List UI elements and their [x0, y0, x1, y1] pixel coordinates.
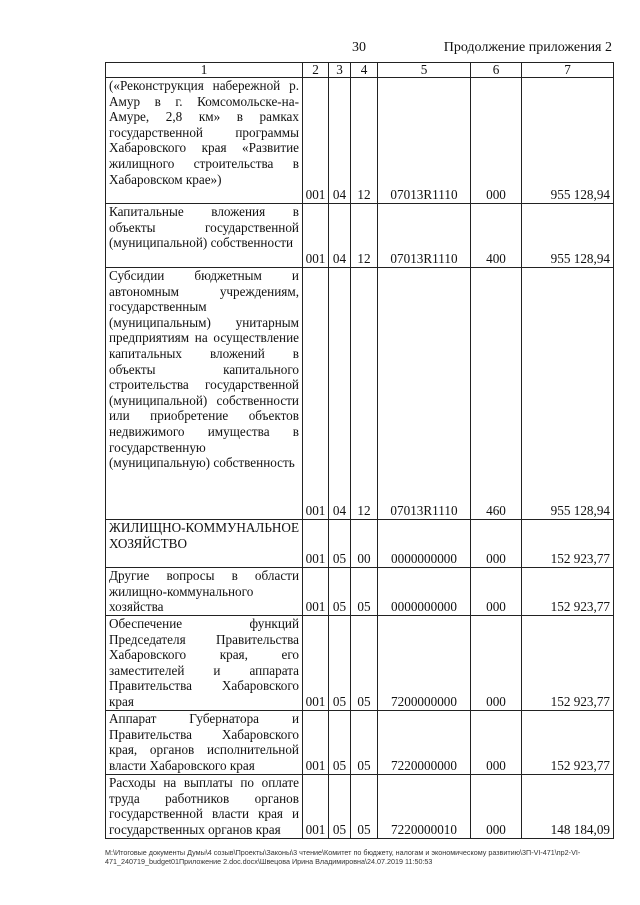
table-row — [106, 568, 614, 616]
budget-table — [105, 62, 614, 839]
expense-type-code: 000 — [471, 568, 522, 616]
ministry-code: 001 — [303, 568, 329, 616]
target-article-code: 0000000000 — [378, 568, 471, 616]
column-number: 6 — [471, 63, 522, 78]
column-number: 7 — [522, 63, 614, 78]
table-row — [106, 520, 614, 568]
column-number: 2 — [303, 63, 329, 78]
subsection-code: 05 — [351, 775, 378, 839]
column-number-row — [106, 63, 614, 78]
amount: 152 923,77 — [522, 568, 614, 616]
target-article-code: 07013R1110 — [378, 78, 471, 204]
subsection-code: 05 — [351, 568, 378, 616]
file-path-footer: М:\Итоговые документы Думы\4 созыв\Проекты\Законы\3 чтение\Комитет по бюджету, налогам и экономическому развитию\3П-VI-471\пр2-VI-471_240719_budget01Приложение 2.doc.docx\Швецова Ирина Владимировна\24.07.2019 11:50:53 — [105, 848, 581, 866]
page-header — [0, 40, 640, 60]
subsection-code: 05 — [351, 711, 378, 775]
expense-name: Расходы на выплаты по оплате труда работников органов государственной власти края и государственных органов края — [106, 775, 303, 839]
target-article-code: 07013R1110 — [378, 268, 471, 520]
expense-name: Другие вопросы в области жилищно-коммунального хозяйства — [106, 568, 303, 616]
continuation-label: Продолжение приложения 2 — [443, 40, 612, 55]
table-row — [106, 711, 614, 775]
expense-name: Капитальные вложения в объекты государственной (муниципальной) собственности — [106, 204, 303, 268]
target-article-code: 7220000010 — [378, 775, 471, 839]
subsection-code: 12 — [351, 78, 378, 204]
expense-type-code: 000 — [471, 616, 522, 711]
subsection-code: 12 — [351, 268, 378, 520]
section-code: 05 — [329, 520, 351, 568]
expense-type-code: 000 — [471, 711, 522, 775]
expense-type-code: 000 — [471, 775, 522, 839]
ministry-code: 001 — [303, 204, 329, 268]
column-number: 1 — [106, 63, 303, 78]
ministry-code: 001 — [303, 711, 329, 775]
ministry-code: 001 — [303, 268, 329, 520]
table-row — [106, 204, 614, 268]
expense-name: Субсидии бюджетным и автономным учреждениям, государственным (муниципальным) унитарным предприятиям на осуществление капитальных вложений в объекты капитального строительства государственной (муниципальной) собственности или приобретение объектов недвижимого имущества в государственную (муниципальную) собственность — [106, 268, 303, 520]
section-code: 05 — [329, 568, 351, 616]
target-article-code: 0000000000 — [378, 520, 471, 568]
table-row — [106, 616, 614, 711]
amount: 152 923,77 — [522, 520, 614, 568]
column-number: 4 — [351, 63, 378, 78]
ministry-code: 001 — [303, 616, 329, 711]
amount: 152 923,77 — [522, 711, 614, 775]
subsection-code: 00 — [351, 520, 378, 568]
target-article-code: 07013R1110 — [378, 204, 471, 268]
expense-type-code: 460 — [471, 268, 522, 520]
ministry-code: 001 — [303, 78, 329, 204]
subsection-code: 12 — [351, 204, 378, 268]
section-code: 04 — [329, 204, 351, 268]
table-row — [106, 268, 614, 520]
table-row — [106, 78, 614, 204]
amount: 152 923,77 — [522, 616, 614, 711]
target-article-code: 7220000000 — [378, 711, 471, 775]
expense-name: Аппарат Губернатора и Правительства Хабаровского края, органов исполнительной власти Хабаровского края — [106, 711, 303, 775]
amount: 955 128,94 — [522, 204, 614, 268]
ministry-code: 001 — [303, 520, 329, 568]
expense-name: Обеспечение функций Председателя Правительства Хабаровского края, его заместителей и аппарата Правительства Хабаровского края — [106, 616, 303, 711]
amount: 148 184,09 — [522, 775, 614, 839]
ministry-code: 001 — [303, 775, 329, 839]
expense-type-code: 400 — [471, 204, 522, 268]
amount: 955 128,94 — [522, 78, 614, 204]
section-code: 04 — [329, 268, 351, 520]
page-number: 30 — [352, 40, 366, 55]
expense-name: («Реконструкция набережной р. Амур в г. Комсомольске-на-Амуре, 2,8 км» в рамках государственной программы Хабаровского края «Развитие жилищного строительства в Хабаровском крае») — [106, 78, 303, 204]
column-number: 5 — [378, 63, 471, 78]
section-code: 05 — [329, 711, 351, 775]
section-code: 04 — [329, 78, 351, 204]
column-number: 3 — [329, 63, 351, 78]
expense-type-code: 000 — [471, 520, 522, 568]
target-article-code: 7200000000 — [378, 616, 471, 711]
expense-type-code: 000 — [471, 78, 522, 204]
section-code: 05 — [329, 616, 351, 711]
subsection-code: 05 — [351, 616, 378, 711]
section-code: 05 — [329, 775, 351, 839]
amount: 955 128,94 — [522, 268, 614, 520]
expense-name: ЖИЛИЩНО-КОММУНАЛЬНОЕ ХОЗЯЙСТВО — [106, 520, 303, 568]
table-row — [106, 775, 614, 839]
